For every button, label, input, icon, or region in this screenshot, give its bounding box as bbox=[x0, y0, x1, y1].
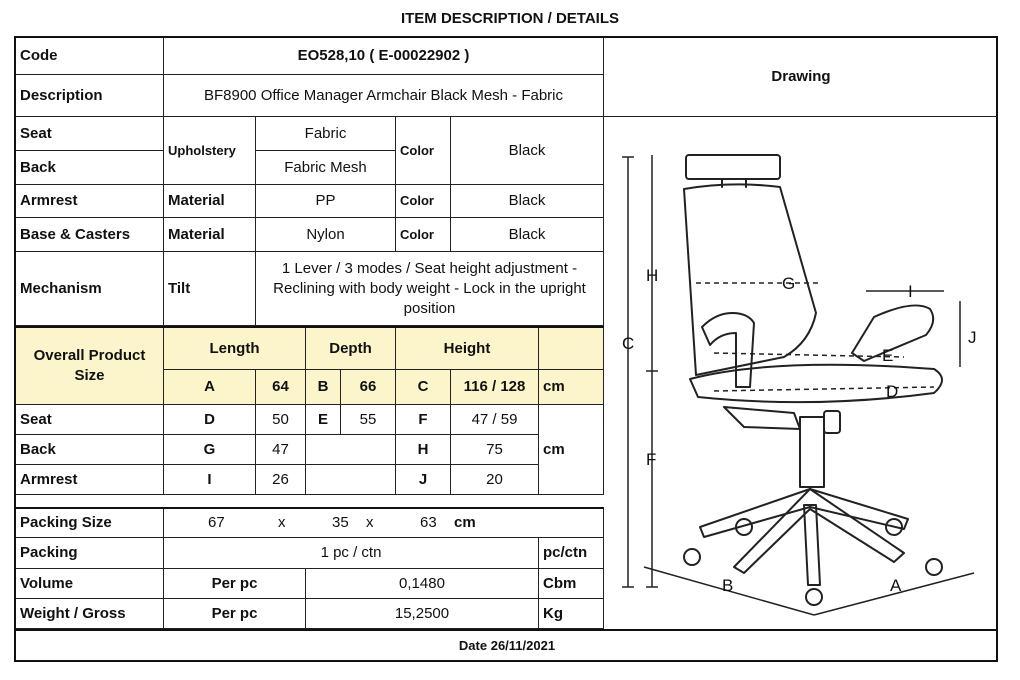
drawing-letter-f: F bbox=[646, 450, 657, 469]
armrest-dims-label: Armrest bbox=[16, 465, 164, 495]
drawing-letter-a: A bbox=[890, 576, 902, 595]
drawing-letter-d: D bbox=[886, 382, 899, 401]
armrest-material-label: Material bbox=[164, 185, 256, 218]
weight-value: 15,2500 bbox=[306, 599, 539, 629]
parts-unit: cm bbox=[539, 405, 604, 495]
caster bbox=[684, 549, 700, 565]
spec-sheet bbox=[14, 36, 998, 662]
overall-size-label: Overall Product Size bbox=[16, 328, 164, 405]
back-upholstery: Fabric Mesh bbox=[256, 151, 396, 185]
volume-value: 0,1480 bbox=[306, 569, 539, 599]
packing-times-2: x bbox=[366, 514, 374, 531]
drawing-letter-j: J bbox=[968, 328, 977, 347]
armrest-depth-blank bbox=[306, 465, 396, 495]
description-label: Description bbox=[16, 75, 164, 117]
base-color-label: Color bbox=[396, 218, 451, 252]
dim-e-letter: E bbox=[306, 405, 341, 435]
volume-label: Volume bbox=[16, 569, 164, 599]
base-material-label: Material bbox=[164, 218, 256, 252]
code-value: EO528,10 ( E-00022902 ) bbox=[164, 38, 604, 75]
dim-b-value: 66 bbox=[341, 370, 396, 405]
armrest-material: PP bbox=[256, 185, 396, 218]
weight-per-pc: Per pc bbox=[164, 599, 306, 629]
back-label: Back bbox=[16, 151, 164, 185]
dim-j-letter: J bbox=[396, 465, 451, 495]
weight-unit: Kg bbox=[539, 599, 604, 629]
packing-height: 63 bbox=[420, 514, 437, 531]
packing-unit: pc/ctn bbox=[539, 538, 604, 569]
dim-h-letter: H bbox=[396, 435, 451, 465]
upholstery-label: Upholstery bbox=[164, 117, 256, 185]
seat bbox=[690, 365, 942, 402]
base-material: Nylon bbox=[256, 218, 396, 252]
drawing-letter-g: G bbox=[782, 274, 796, 293]
back-dims-label: Back bbox=[16, 435, 164, 465]
mechanism-label: Mechanism bbox=[16, 252, 164, 326]
volume-per-pc: Per pc bbox=[164, 569, 306, 599]
dim-f-letter: F bbox=[396, 405, 451, 435]
dim-j-value: 20 bbox=[451, 465, 539, 495]
dim-g-value: 47 bbox=[256, 435, 306, 465]
description-value: BF8900 Office Manager Armchair Black Mesh - Fabric bbox=[164, 75, 604, 117]
drawing-letter-h: H bbox=[646, 266, 659, 285]
tilt-label: Tilt bbox=[164, 252, 256, 326]
dim-d-value: 50 bbox=[256, 405, 306, 435]
seat-back-color: Black bbox=[451, 117, 604, 185]
drawing-header: Drawing bbox=[604, 38, 998, 117]
dim-d-letter: D bbox=[164, 405, 256, 435]
chair-drawing bbox=[604, 117, 998, 629]
left-armrest bbox=[702, 313, 754, 387]
packing-width: 35 bbox=[332, 514, 349, 531]
dim-i-value: 26 bbox=[256, 465, 306, 495]
code-label: Code bbox=[16, 38, 164, 75]
seat-label: Seat bbox=[16, 117, 164, 151]
mechanism-description: 1 Lever / 3 modes / Seat height adjustment - Reclining with body weight - Lock in the upright position bbox=[256, 252, 604, 326]
dim-a-letter: A bbox=[164, 370, 256, 405]
backrest bbox=[684, 184, 816, 375]
dim-f-value: 47 / 59 bbox=[451, 405, 539, 435]
back-depth-blank bbox=[306, 435, 396, 465]
page-title: ITEM DESCRIPTION / DETAILS bbox=[400, 10, 620, 27]
base-color: Black bbox=[451, 218, 604, 252]
drawing-letter-c: C bbox=[622, 334, 635, 353]
packing-times-1: x bbox=[278, 514, 286, 531]
dim-e-value: 55 bbox=[341, 405, 396, 435]
dim-b-letter: B bbox=[306, 370, 341, 405]
drawing-letter-b: B bbox=[722, 576, 734, 595]
dim-a-value: 64 bbox=[256, 370, 306, 405]
spacer bbox=[16, 495, 604, 507]
packing-size-unit: cm bbox=[454, 514, 476, 531]
dim-c-letter: C bbox=[396, 370, 451, 405]
caster bbox=[806, 589, 822, 605]
chair-outline bbox=[684, 155, 942, 605]
dim-c-value: 116 / 128 bbox=[451, 370, 539, 405]
dim-h-value: 75 bbox=[451, 435, 539, 465]
dim-g-letter: G bbox=[164, 435, 256, 465]
packing-size-value bbox=[164, 509, 604, 538]
drawing-letter-i: I bbox=[908, 282, 913, 301]
unit-header-blank bbox=[539, 328, 604, 370]
seat-upholstery: Fabric bbox=[256, 117, 396, 151]
drawing-panel bbox=[604, 117, 998, 629]
dim-i-letter: I bbox=[164, 465, 256, 495]
weight-label: Weight / Gross bbox=[16, 599, 164, 629]
seat-dims-label: Seat bbox=[16, 405, 164, 435]
armrest-label: Armrest bbox=[16, 185, 164, 218]
dimension-lines bbox=[622, 155, 974, 615]
overall-unit: cm bbox=[539, 370, 604, 405]
color-label: Color bbox=[396, 117, 451, 185]
armrest-color-label: Color bbox=[396, 185, 451, 218]
drawing-letter-e: E bbox=[882, 346, 894, 365]
volume-unit: Cbm bbox=[539, 569, 604, 599]
height-header: Height bbox=[396, 328, 539, 370]
length-header: Length bbox=[164, 328, 306, 370]
packing-length: 67 bbox=[208, 514, 225, 531]
headrest bbox=[686, 155, 780, 179]
caster bbox=[926, 559, 942, 575]
depth-header: Depth bbox=[306, 328, 396, 370]
footer-date: Date 26/11/2021 bbox=[458, 637, 556, 653]
gas-lift bbox=[800, 417, 824, 487]
packing-label: Packing bbox=[16, 538, 164, 569]
packing-value: 1 pc / ctn bbox=[164, 538, 539, 569]
base-label: Base & Casters bbox=[16, 218, 164, 252]
armrest-color: Black bbox=[451, 185, 604, 218]
packing-size-label: Packing Size bbox=[16, 509, 164, 538]
